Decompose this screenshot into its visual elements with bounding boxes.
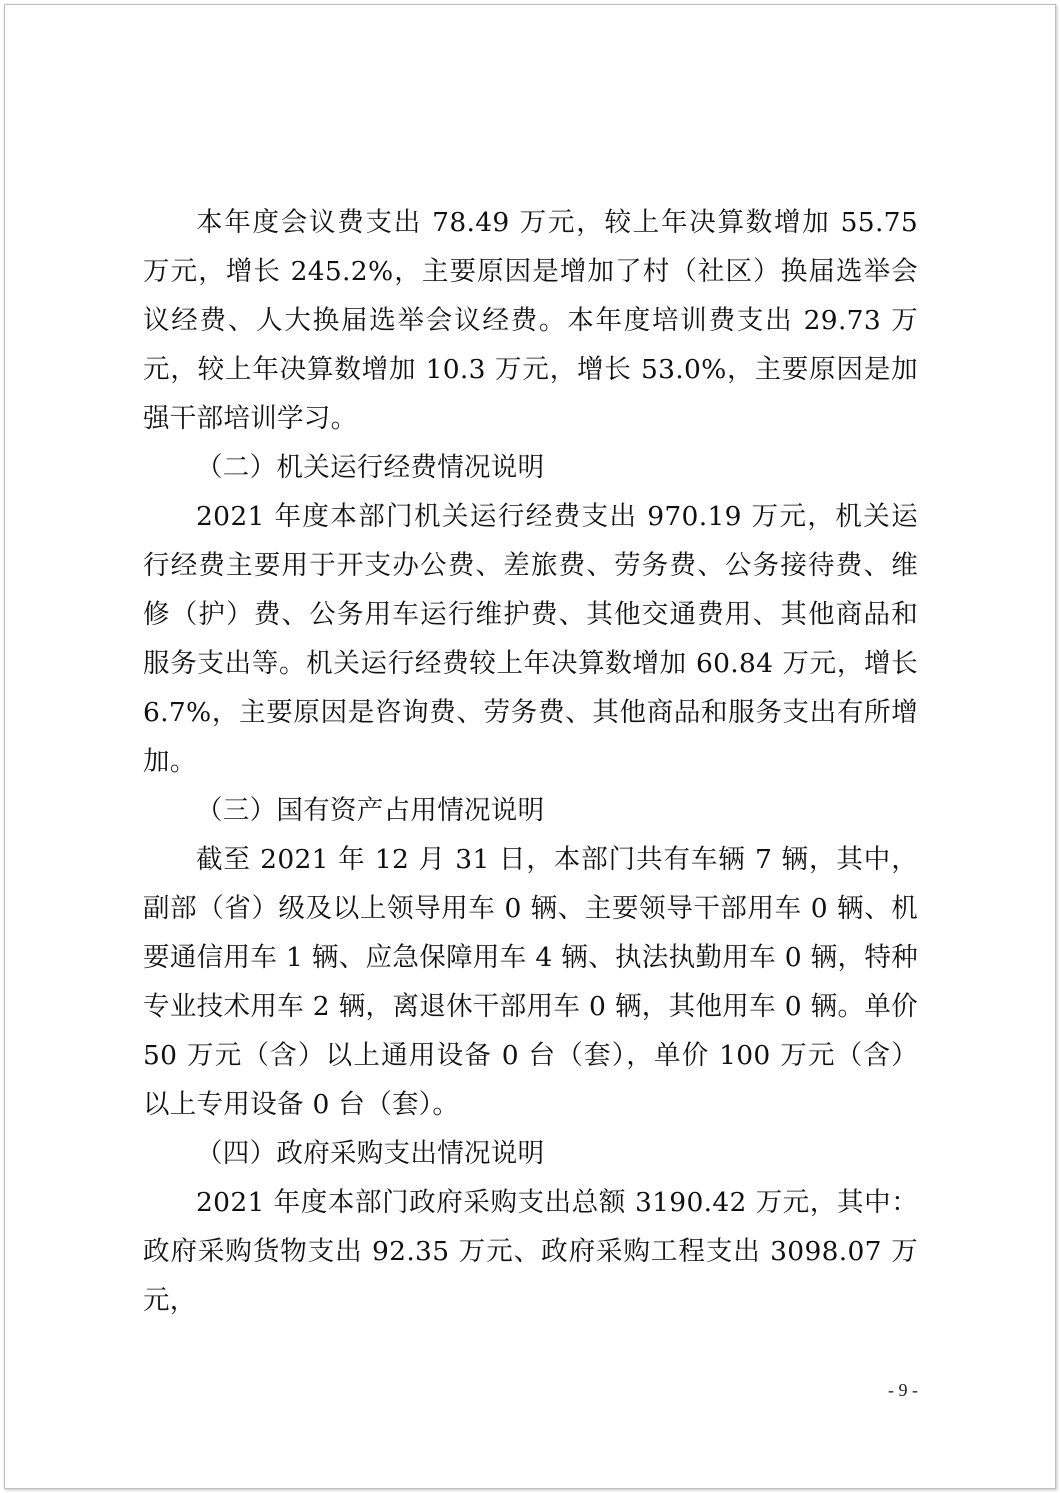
- document-body: [143, 198, 918, 1325]
- section-heading-government-procurement: （四）政府采购支出情况说明: [196, 1138, 545, 1169]
- page-number: - 9 -: [888, 1380, 918, 1400]
- paragraph-meeting-training-fees: 本年度会议费支出 78.49 万元，较上年决算数增加 55.75 万元，增长 245.2%，主要原因是增加了村（社区）换届选举会议经费、人大换届选举会议经费。本年度培训费支出 29.73 万元，较上年决算数增加 10.3 万元，增长 53.0%，主要原因是加强干部培训学习。: [143, 207, 918, 434]
- section-heading-state-assets: （三）国有资产占用情况说明: [196, 795, 545, 826]
- paragraph-operating-expenses: 2021 年度本部门机关运行经费支出 970.19 万元，机关运行经费主要用于开支办公费、差旅费、劳务费、公务接待费、维修（护）费、公务用车运行维护费、其他交通费用、其他商品和服务支出等。机关运行经费较上年决算数增加 60.84 万元，增长6.7%，主要原因是咨询费、劳务费、其他商品和服务支出有所增加。: [143, 501, 918, 777]
- section-heading-operating-expenses: （二）机关运行经费情况说明: [196, 452, 545, 483]
- paragraph-state-assets: 截至 2021 年 12 月 31 日，本部门共有车辆 7 辆，其中，副部（省）级及以上领导用车 0 辆、主要领导干部用车 0 辆、机要通信用车 1 辆、应急保障用车 4 辆、执法执勤用车 0 辆，特种专业技术用车 2 辆，离退休干部用车 0 辆，其他用车 0 辆。单价50 万元（含）以上通用设备 0 台（套），单价 100 万元（含）以上专用设备 0 台（套）。: [143, 844, 918, 1120]
- paragraph-government-procurement: 2021 年度本部门政府采购支出总额 3190.42 万元，其中：政府采购货物支出 92.35 万元、政府采购工程支出 3098.07 万元，: [143, 1187, 918, 1316]
